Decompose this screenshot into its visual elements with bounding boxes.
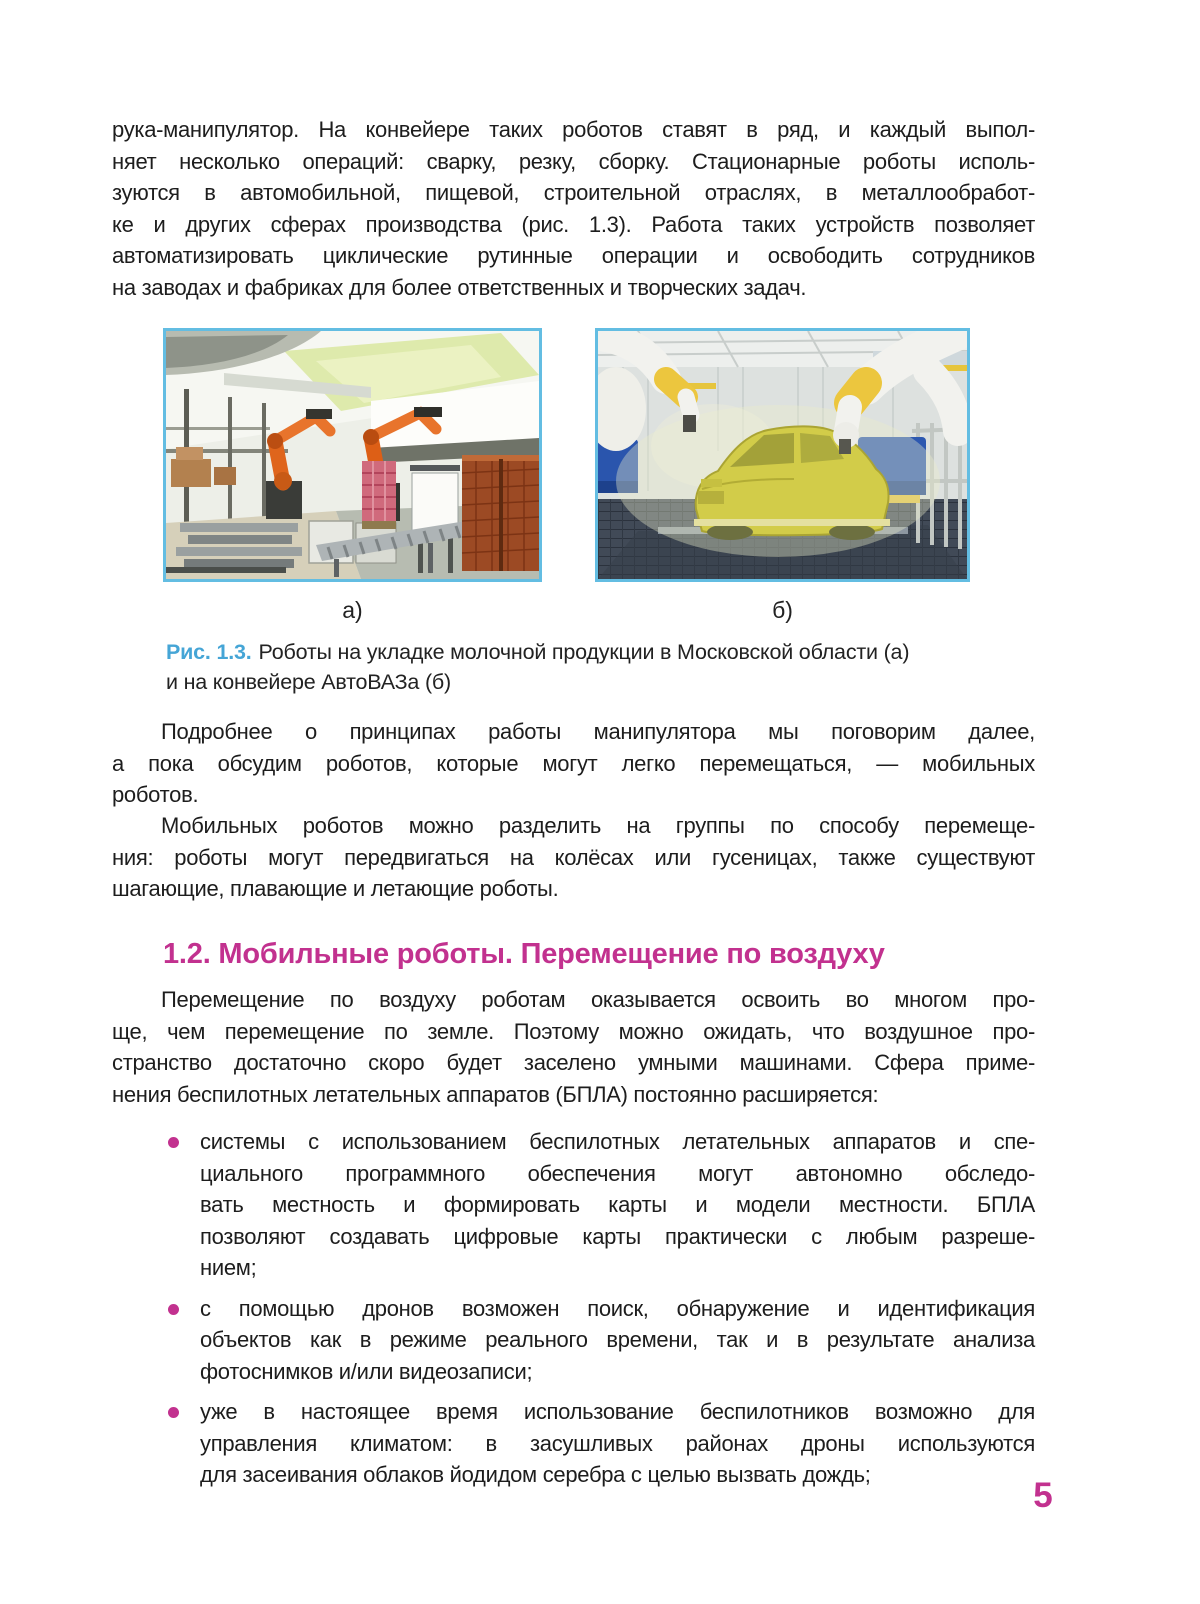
list-item-detection: с помощью дронов возможен поиск, обнаружение и идентификация объектов как в режиме реального времени, так и в результате анализа фотоснимков и/или видеозаписи;: [112, 1293, 1035, 1388]
bullet-dot: [168, 1304, 179, 1315]
list-item-climate: уже в настоящее время использование беспилотников возможно для управления климатом: в засушливых районах дроны используются для засеивания облаков йодидом серебра с целью вызвать дождь;: [112, 1396, 1035, 1491]
figure-caption-number: Рис. 1.3.: [166, 640, 252, 664]
bullet-dot: [168, 1137, 179, 1148]
paintshop-illustration: [598, 331, 967, 579]
photo-dairy-packing-robots: [163, 328, 542, 582]
figure-caption-text-line2: и на конвейере АвтоВАЗа (б): [166, 670, 451, 694]
paragraph-air-movement: Перемещение по воздуху роботам оказывается освоить во многом про- ще, чем перемещение по земле. Поэтому можно ожидать, что воздушное про- странство достаточно скоро будет заселено умными машинами. Сфера приме- нения беспилотных летательных аппаратов (БПЛА) постоянно расширяется:: [112, 987, 1035, 1107]
paragraph-stationary-robots: рука-манипулятор. На конвейере таких роботов ставят в ряд, и каждый выпол- няет несколько операций: сварку, резку, сборку. Стационарные роботы исполь- зуются в автомобильной, пищевой, строительной отраслях, в металлообработ- ке и других сферах производства (рис. 1.3). Работа таких устройств позволяет автоматизировать циклические рутинные операции и освободить сотрудников на заводах и фабриках для более ответственных и творческих задач.: [112, 117, 1035, 300]
figure-caption: [166, 637, 966, 697]
dairy-robots-illustration: [166, 331, 539, 579]
figure-label-b: б): [772, 597, 793, 623]
pink-crate-stack: [362, 461, 396, 529]
list-item-mapping: системы с использованием беспилотных летательных аппаратов и спе- циального программного обеспечения могут автономно обследо- вать местность и формировать карты и модели местности. БПЛА позволяют создавать цифровые карты практически с любым разреше- нием;: [112, 1126, 1035, 1284]
bullet-dot: [168, 1407, 179, 1418]
paragraph-manipulator: Подробнее о принципах работы манипулятора мы поговорим далее, а пока обсудим роботов, которые могут легко перемещаться, — мобильных роботов.: [112, 719, 1035, 807]
photo-paintshop-robots: [595, 328, 970, 582]
page-number: 5: [1033, 1476, 1053, 1515]
uav-applications-list: [112, 1126, 1035, 1491]
crate-wall: [462, 455, 539, 571]
section-heading-1-2: 1.2. Мобильные роботы. Перемещение по воздуху: [163, 938, 885, 970]
figure-caption-text-line1: Роботы на укладке молочной продукции в Московской области (а): [258, 640, 910, 664]
paragraph-mobile-groups: Мобильных роботов можно разделить на группы по способу перемеще- ния: роботы могут передвигаться на колёсах или гусеницах, также существуют шагающие, плавающие и летающие роботы.: [112, 813, 1035, 901]
figure-label-a: а): [342, 597, 363, 623]
